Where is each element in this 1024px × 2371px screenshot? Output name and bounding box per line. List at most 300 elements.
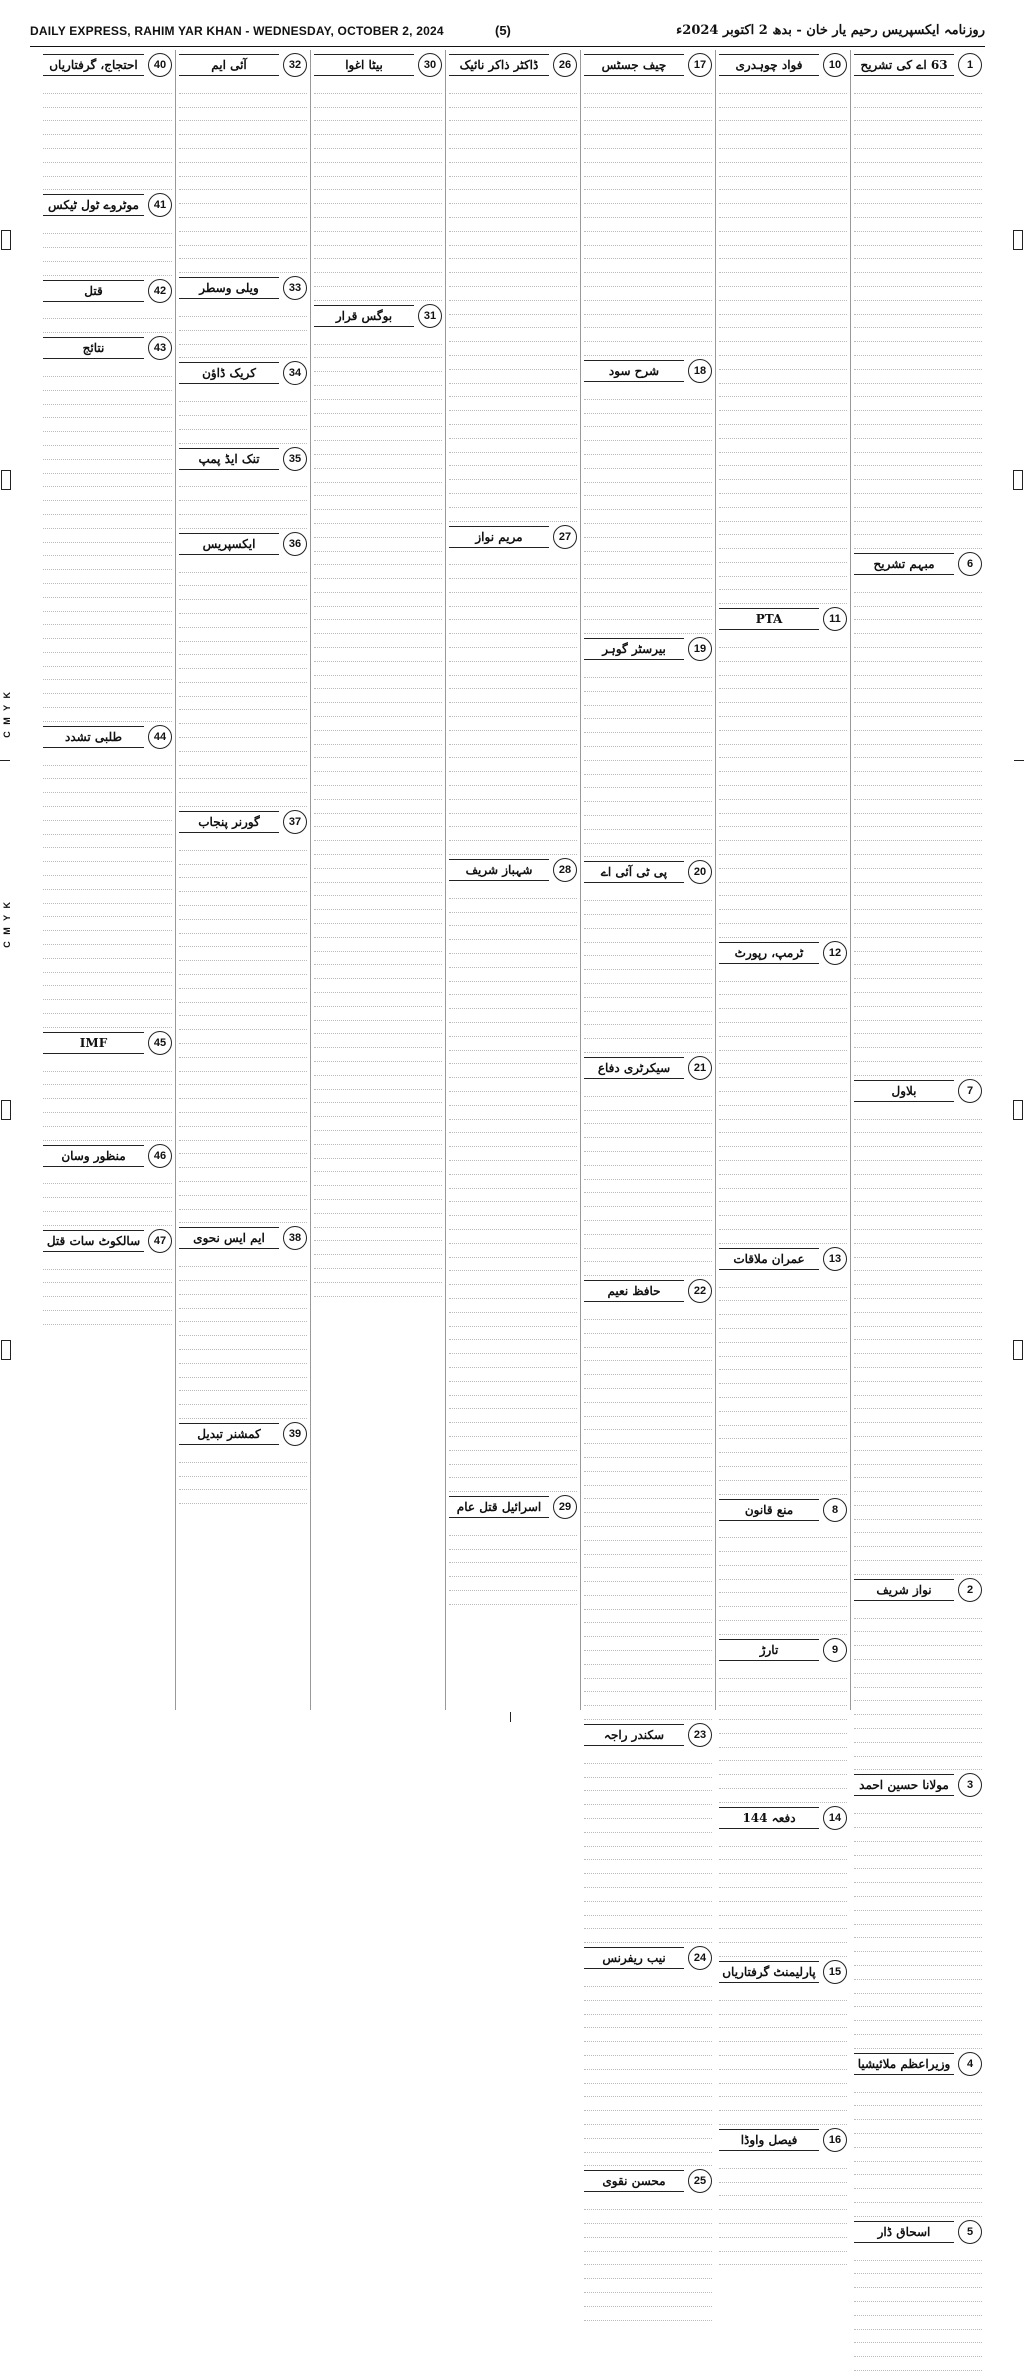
- text-line: [584, 496, 712, 510]
- text-line: [179, 1044, 307, 1058]
- text-line: [43, 1311, 172, 1325]
- text-line: [854, 910, 982, 924]
- text-line: [314, 121, 442, 135]
- text-line: [854, 2106, 982, 2120]
- text-line: [584, 1860, 712, 1874]
- story-body-text: [854, 2079, 982, 2217]
- text-line: [179, 975, 307, 989]
- text-line: [449, 772, 577, 786]
- text-line: [719, 1720, 847, 1734]
- text-line: [449, 480, 577, 494]
- story-body-text: [179, 80, 307, 273]
- text-line: [854, 1520, 982, 1534]
- text-line: [449, 453, 577, 467]
- text-line: [719, 149, 847, 163]
- text-line: [179, 573, 307, 587]
- story-number-badge: 31: [418, 304, 442, 328]
- text-line: [314, 676, 442, 690]
- story-body-text: [449, 552, 577, 856]
- story-title: سالکوٹ سات قتل: [43, 1230, 144, 1252]
- text-line: [179, 1253, 307, 1267]
- text-line: [314, 938, 442, 952]
- text-line: [854, 494, 982, 508]
- text-line: [43, 405, 172, 419]
- text-line: [179, 683, 307, 697]
- text-line: [179, 865, 307, 879]
- text-line: [314, 745, 442, 759]
- text-line: [719, 287, 847, 301]
- text-line: [719, 1481, 847, 1495]
- text-line: [43, 501, 172, 515]
- story-body-text: [179, 1449, 307, 1504]
- text-line: [314, 896, 442, 910]
- text-line: [854, 2274, 982, 2288]
- text-line: [719, 2097, 847, 2111]
- text-line: [854, 2134, 982, 2148]
- text-line: [314, 273, 442, 287]
- text-line: [179, 1449, 307, 1463]
- story-heading: [449, 858, 577, 882]
- text-line: [719, 968, 847, 982]
- story-title: اسحاق ڈار: [854, 2221, 954, 2243]
- text-line: [584, 1320, 712, 1334]
- text-line: [584, 1193, 712, 1207]
- story-heading: [43, 336, 172, 360]
- text-line: [449, 1147, 577, 1161]
- text-line: [43, 708, 172, 722]
- text-line: [314, 814, 442, 828]
- story-number-badge: 22: [688, 1279, 712, 1303]
- story-number-badge: 20: [688, 860, 712, 884]
- text-line: [854, 1423, 982, 1437]
- text-line: [584, 2111, 712, 2125]
- story-title: طلبی تشدد: [43, 726, 144, 748]
- text-line: [719, 1775, 847, 1789]
- text-line: [43, 234, 172, 248]
- text-line: [314, 1269, 442, 1283]
- text-line: [854, 1048, 982, 1062]
- text-line: [179, 906, 307, 920]
- story-heading: [719, 1638, 847, 1662]
- text-line: [584, 761, 712, 775]
- story-title: منظور وسان: [43, 1145, 144, 1167]
- text-line: [584, 1012, 712, 1026]
- text-line: [854, 1244, 982, 1258]
- story-heading: [854, 552, 982, 576]
- text-line: [854, 2261, 982, 2275]
- text-line: [719, 731, 847, 745]
- text-line: [854, 896, 982, 910]
- text-line: [43, 612, 172, 626]
- text-line: [449, 1478, 577, 1492]
- text-line: [314, 218, 442, 232]
- text-line: [179, 766, 307, 780]
- text-line: [584, 1888, 712, 1902]
- story-body-text: [179, 474, 307, 529]
- text-line: [854, 1285, 982, 1299]
- text-line: [449, 1092, 577, 1106]
- text-line: [314, 496, 442, 510]
- text-line: [719, 745, 847, 759]
- text-line: [314, 1228, 442, 1242]
- text-line: [449, 800, 577, 814]
- text-line: [314, 1048, 442, 1062]
- text-line: [179, 1267, 307, 1281]
- text-line: [719, 356, 847, 370]
- text-line: [584, 1166, 712, 1180]
- text-line: [719, 1315, 847, 1329]
- text-line: [314, 772, 442, 786]
- text-line: [854, 1034, 982, 1048]
- story-number-badge: 46: [148, 1144, 172, 1168]
- text-line: [719, 1370, 847, 1384]
- text-line: [449, 466, 577, 480]
- text-line: [719, 439, 847, 453]
- text-line: [179, 149, 307, 163]
- text-line: [179, 1477, 307, 1491]
- text-line: [584, 1306, 712, 1320]
- story-title: سکندر راجہ: [584, 1724, 684, 1746]
- text-line: [719, 2238, 847, 2252]
- text-line: [449, 1064, 577, 1078]
- text-line: [719, 924, 847, 938]
- story-number-badge: 33: [283, 276, 307, 300]
- text-line: [719, 2001, 847, 2015]
- text-line: [314, 414, 442, 428]
- text-line: [854, 108, 982, 122]
- text-line: [449, 1368, 577, 1382]
- text-line: [584, 2125, 712, 2139]
- story-title: چیف جسٹس: [584, 54, 684, 76]
- text-line: [179, 669, 307, 683]
- text-line: [314, 924, 442, 938]
- text-line: [584, 620, 712, 634]
- text-line: [719, 676, 847, 690]
- text-line: [854, 356, 982, 370]
- text-line: [854, 1313, 982, 1327]
- text-line: [854, 342, 982, 356]
- story-number-badge: 30: [418, 53, 442, 77]
- text-line: [584, 1262, 712, 1276]
- text-line: [584, 775, 712, 789]
- text-line: [719, 1847, 847, 1861]
- text-line: [584, 1348, 712, 1362]
- story-number-badge: 36: [283, 532, 307, 556]
- story-heading: [854, 1079, 982, 1103]
- story-body-text: [43, 1058, 172, 1141]
- text-line: [584, 1623, 712, 1637]
- text-line: [449, 315, 577, 329]
- text-line: [43, 163, 172, 177]
- text-line: [449, 827, 577, 841]
- text-line: [719, 1916, 847, 1930]
- text-line: [584, 1750, 712, 1764]
- story-title: عمران ملاقات: [719, 1248, 819, 1270]
- text-line: [584, 1929, 712, 1943]
- text-line: [719, 1789, 847, 1803]
- story-body-text: [584, 80, 712, 356]
- text-line: [719, 1037, 847, 1051]
- text-line: [719, 411, 847, 425]
- story-title: بوگس قرار: [314, 305, 414, 327]
- story-title: آئی ایم: [179, 54, 279, 76]
- text-line: [179, 331, 307, 345]
- text-line: [719, 995, 847, 1009]
- text-line: [719, 1525, 847, 1539]
- story-body-text: [719, 1525, 847, 1635]
- text-line: [584, 1665, 712, 1679]
- text-line: [584, 232, 712, 246]
- text-line: [854, 232, 982, 246]
- text-line: [43, 1212, 172, 1226]
- text-line: [584, 1375, 712, 1389]
- text-line: [854, 397, 982, 411]
- story-title: ایکسپریس: [179, 533, 279, 555]
- text-line: [314, 786, 442, 800]
- text-line: [854, 1106, 982, 1120]
- text-line: [449, 982, 577, 996]
- text-line: [449, 634, 577, 648]
- text-line: [854, 2035, 982, 2049]
- text-line: [719, 1202, 847, 1216]
- text-line: [179, 1182, 307, 1196]
- story-title: کمشنر تبدیل: [179, 1423, 279, 1445]
- text-line: [584, 901, 712, 915]
- text-line: [314, 232, 442, 246]
- registration-mark-right-bottom: [1013, 1340, 1023, 1360]
- text-line: [179, 1405, 307, 1419]
- text-line: [584, 1025, 712, 1039]
- text-line: [854, 480, 982, 494]
- text-line: [719, 204, 847, 218]
- story-title: شرح سود: [584, 360, 684, 382]
- text-line: [314, 358, 442, 372]
- text-line: [584, 1152, 712, 1166]
- text-line: [719, 855, 847, 869]
- text-line: [719, 342, 847, 356]
- text-line: [854, 411, 982, 425]
- text-line: [719, 453, 847, 467]
- text-line: [449, 1244, 577, 1258]
- text-line: [43, 752, 172, 766]
- text-line: [584, 2001, 712, 2015]
- text-line: [719, 466, 847, 480]
- text-line: [43, 694, 172, 708]
- story-title: بلاول: [854, 1080, 954, 1102]
- story-number-badge: 41: [148, 193, 172, 217]
- text-line: [584, 1180, 712, 1194]
- story-heading: [584, 53, 712, 77]
- text-line: [719, 301, 847, 315]
- text-line: [449, 1437, 577, 1451]
- text-line: [584, 1637, 712, 1651]
- story-title: دفعہ 144: [719, 1807, 819, 1829]
- text-line: [719, 1580, 847, 1594]
- text-line: [854, 1299, 982, 1313]
- text-line: [854, 2203, 982, 2217]
- text-line: [854, 287, 982, 301]
- text-line: [179, 94, 307, 108]
- text-line: [854, 2175, 982, 2189]
- text-line: [719, 1748, 847, 1762]
- text-line: [449, 786, 577, 800]
- story-number-badge: 32: [283, 53, 307, 77]
- text-line: [179, 232, 307, 246]
- text-line: [854, 1327, 982, 1341]
- text-line: [314, 538, 442, 552]
- text-line: [854, 1021, 982, 1035]
- registration-mark-left-top: [1, 230, 11, 250]
- text-line: [449, 841, 577, 855]
- story-number-badge: 39: [283, 1422, 307, 1446]
- text-line: [854, 1688, 982, 1702]
- text-line: [719, 2196, 847, 2210]
- text-line: [314, 149, 442, 163]
- story-number-badge: 13: [823, 1247, 847, 1271]
- text-line: [854, 814, 982, 828]
- text-line: [584, 1527, 712, 1541]
- text-line: [449, 579, 577, 593]
- text-line: [179, 600, 307, 614]
- registration-mark-right-low: [1013, 1100, 1023, 1120]
- column-2: [715, 50, 850, 2147]
- text-line: [449, 1382, 577, 1396]
- text-line: [719, 1467, 847, 1481]
- text-line: [719, 1230, 847, 1244]
- text-line: [854, 772, 982, 786]
- story-number-badge: 26: [553, 53, 577, 77]
- news-columns: [30, 50, 985, 2239]
- text-line: [719, 1552, 847, 1566]
- registration-mark-right-top: [1013, 230, 1023, 250]
- text-line: [584, 1791, 712, 1805]
- text-line: [719, 1147, 847, 1161]
- story-number-badge: 24: [688, 1946, 712, 1970]
- text-line: [854, 827, 982, 841]
- text-line: [449, 1271, 577, 1285]
- text-line: [854, 841, 982, 855]
- text-line: [43, 917, 172, 931]
- text-line: [449, 135, 577, 149]
- text-line: [854, 952, 982, 966]
- story-body-text: [43, 752, 172, 1028]
- text-line: [449, 163, 577, 177]
- text-line: [584, 607, 712, 621]
- text-line: [179, 559, 307, 573]
- text-line: [719, 1734, 847, 1748]
- text-line: [584, 469, 712, 483]
- text-line: [854, 190, 982, 204]
- text-line: [449, 370, 577, 384]
- text-line: [179, 878, 307, 892]
- text-line: [854, 1966, 982, 1980]
- story-title: نیب ریفرنس: [584, 1947, 684, 1969]
- text-line: [854, 579, 982, 593]
- story-number-badge: 7: [958, 1079, 982, 1103]
- story-body-text: [719, 2155, 847, 2265]
- text-line: [854, 315, 982, 329]
- story-title: ڈاکٹر ذاکر نائیک: [449, 54, 549, 76]
- text-line: [584, 342, 712, 356]
- text-line: [314, 855, 442, 869]
- text-line: [43, 1085, 172, 1099]
- text-line: [584, 108, 712, 122]
- text-line: [314, 565, 442, 579]
- text-line: [584, 943, 712, 957]
- text-line: [449, 287, 577, 301]
- text-line: [854, 938, 982, 952]
- text-line: [719, 577, 847, 591]
- text-line: [854, 2357, 982, 2371]
- story-heading: [179, 361, 307, 385]
- text-line: [584, 956, 712, 970]
- text-line: [584, 1486, 712, 1500]
- text-line: [854, 1202, 982, 1216]
- text-line: [854, 1925, 982, 1939]
- text-line: [584, 552, 712, 566]
- text-line: [449, 328, 577, 342]
- text-line: [179, 1350, 307, 1364]
- text-line: [584, 2056, 712, 2070]
- text-line: [314, 510, 442, 524]
- text-line: [854, 703, 982, 717]
- text-line: [43, 1270, 172, 1284]
- story-number-badge: 5: [958, 2220, 982, 2244]
- text-line: [584, 177, 712, 191]
- text-line: [719, 397, 847, 411]
- text-line: [584, 315, 712, 329]
- text-line: [43, 931, 172, 945]
- story-body-text: [584, 887, 712, 1053]
- text-line: [179, 108, 307, 122]
- text-line: [314, 1131, 442, 1145]
- text-line: [854, 1506, 982, 1520]
- text-line: [854, 731, 982, 745]
- text-line: [584, 2293, 712, 2307]
- text-line: [719, 703, 847, 717]
- text-line: [854, 1147, 982, 1161]
- text-line: [854, 1561, 982, 1575]
- story-heading: [719, 2128, 847, 2152]
- text-line: [854, 204, 982, 218]
- text-line: [179, 628, 307, 642]
- story-number-badge: 11: [823, 607, 847, 631]
- text-line: [179, 934, 307, 948]
- text-line: [719, 772, 847, 786]
- text-line: [719, 1929, 847, 1943]
- story-heading: [719, 53, 847, 77]
- story-title: اسرائیل قتل عام: [449, 1496, 549, 1518]
- text-line: [43, 446, 172, 460]
- story-heading: [43, 1229, 172, 1253]
- text-line: [314, 827, 442, 841]
- text-line: [43, 515, 172, 529]
- text-line: [854, 1368, 982, 1382]
- text-line: [584, 400, 712, 414]
- text-line: [584, 1541, 712, 1555]
- text-line: [314, 800, 442, 814]
- text-line: [854, 1216, 982, 1230]
- story-number-badge: 4: [958, 2052, 982, 2076]
- text-line: [43, 625, 172, 639]
- text-line: [584, 1207, 712, 1221]
- text-line: [43, 1256, 172, 1270]
- registration-mark-left-bottom: [1, 1340, 11, 1360]
- text-line: [449, 342, 577, 356]
- story-heading: [179, 276, 307, 300]
- story-title: قتل: [43, 280, 144, 302]
- text-line: [179, 1463, 307, 1477]
